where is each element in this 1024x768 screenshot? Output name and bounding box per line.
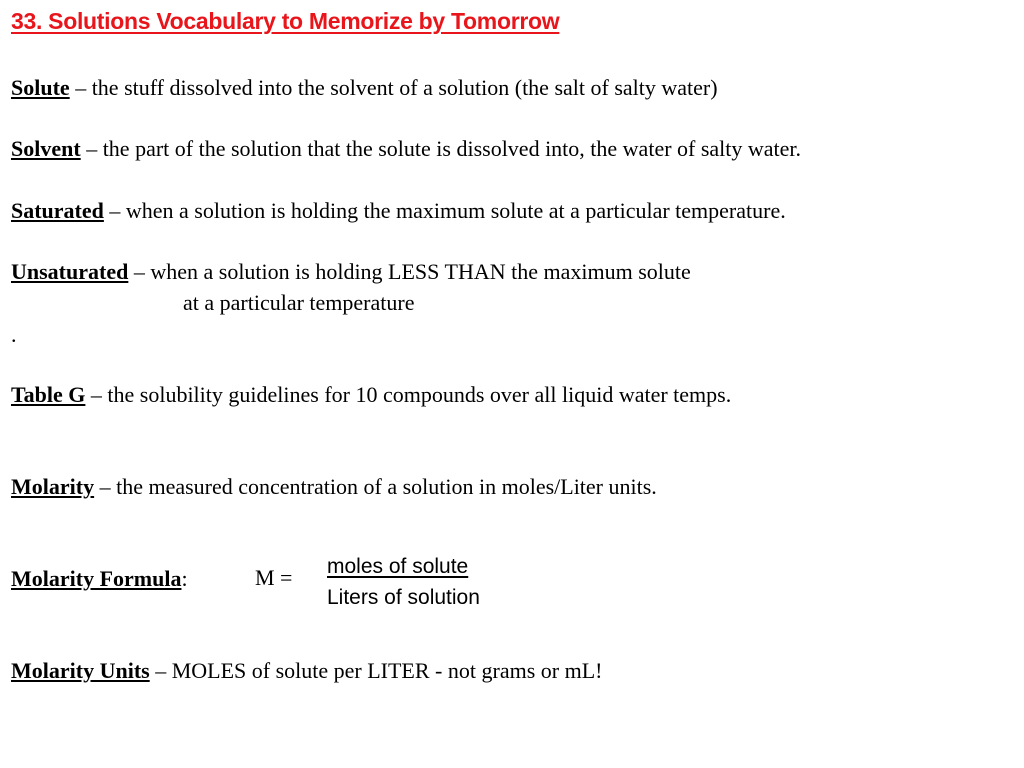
- definition-solute: [11, 77, 718, 99]
- definition-molarity: [11, 476, 657, 498]
- definition-text: when a solution is holding LESS THAN the maximum solute: [150, 259, 691, 284]
- definition-solvent: [11, 138, 801, 160]
- definition-unsaturated-continued: at a particular temperature: [183, 290, 415, 315]
- definition-molarity-units: [11, 660, 602, 682]
- definition-text: when a solution is holding the maximum solute at a particular temperature.: [125, 198, 786, 223]
- separator: –: [128, 259, 151, 284]
- trailing-period: .: [11, 322, 17, 347]
- definition-text: the part of the solution that the solute is dissolved into, the water of salty water.: [102, 136, 802, 161]
- separator: –: [94, 474, 117, 499]
- term-unsaturated: Unsaturated: [11, 259, 129, 284]
- page-title: 33. Solutions Vocabulary to Memorize by Tomorrow: [11, 8, 560, 34]
- definition-unsaturated: [11, 261, 691, 283]
- definition-table-g: [11, 384, 731, 406]
- definition-text: the stuff dissolved into the solvent of a solution (the salt of salty water): [91, 75, 718, 100]
- colon: :: [181, 566, 188, 591]
- formula-numerator: moles of solute: [327, 555, 469, 578]
- term-solute: Solute: [11, 75, 70, 100]
- separator: –: [80, 136, 103, 161]
- term-saturated: Saturated: [11, 198, 104, 223]
- definition-text: the solubility guidelines for 10 compounds over all liquid water temps.: [107, 382, 732, 407]
- separator: –: [85, 382, 108, 407]
- definition-text: the measured concentration of a solution in moles/Liter units.: [116, 474, 657, 499]
- definition-saturated: [11, 200, 786, 222]
- term-molarity: Molarity: [11, 474, 95, 499]
- definition-text: MOLES of solute per LITER - not grams or mL!: [171, 658, 603, 683]
- term-table-g: Table G: [11, 382, 86, 407]
- term-molarity-formula: Molarity Formula: [11, 566, 182, 591]
- molarity-formula-label: [11, 568, 188, 590]
- term-molarity-units: Molarity Units: [11, 658, 150, 683]
- separator: –: [103, 198, 126, 223]
- formula-denominator: Liters of solution: [327, 586, 480, 609]
- formula-lhs: M =: [255, 565, 293, 590]
- separator: –: [69, 75, 92, 100]
- term-solvent: Solvent: [11, 136, 81, 161]
- separator: –: [149, 658, 172, 683]
